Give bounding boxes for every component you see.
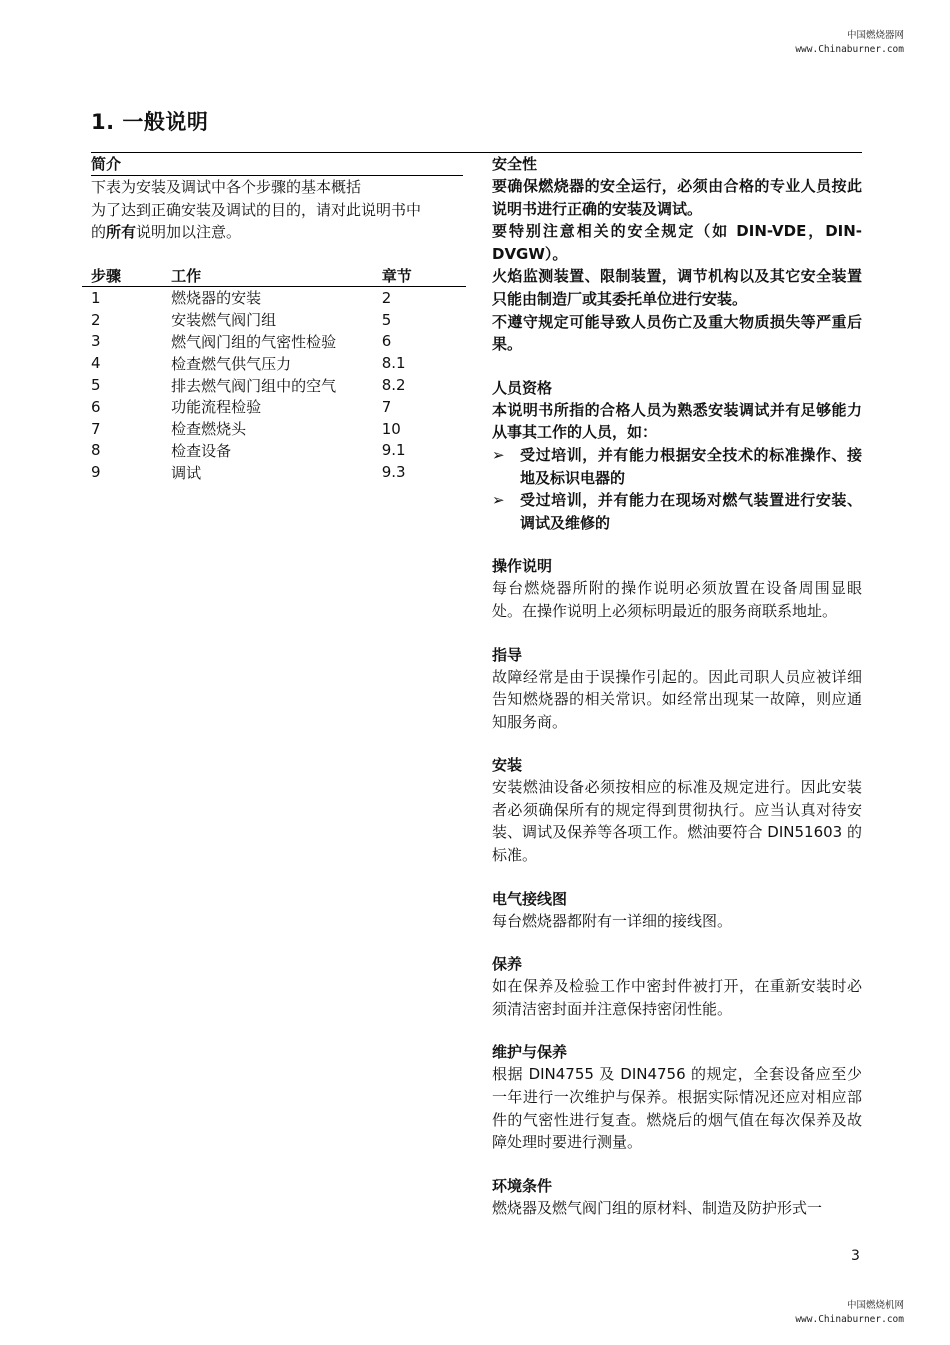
guidance-body: 故障经常是由于误操作引起的。因此司职人员应被详细告知燃烧器的相关常识。如经常出现某一故障，则应通知服务商。 [492,667,862,731]
table-row [82,374,466,396]
step-chapter: 9.1 [381,441,406,460]
step-chapter: 2 [381,288,392,307]
operation-body: 每台燃烧器所附的操作说明必须放置在设备周围显眼处。在操作说明上必须标明最近的服务商联系地址。 [492,579,862,620]
header-task: 工作 [171,265,382,287]
operation-title: 操作说明 [492,557,553,576]
table-row [82,352,466,374]
table-row [82,461,466,483]
safety-paragraph-1: 要确保燃烧器的安全运行，必须由合格的专业人员按此说明书进行正确的安装及调试。 [492,177,862,218]
qualification-title: 人员资格 [492,378,553,397]
page-title: 1. 一般说明 [91,110,209,134]
step-task: 检查燃气供气压力 [171,354,292,373]
left-column [91,153,463,244]
header-site-name: 中国燃烧器网 [846,30,904,41]
page-header [795,29,904,57]
table-row [82,440,466,462]
arrow-bullet-icon: ➢ [492,445,505,464]
qualification-paragraph: 本说明书所指的合格人员为熟悉安装调试并有足够能力从事其工作的人员，如： [492,400,862,442]
arrow-bullet-icon: ➢ [492,491,505,510]
table-row [82,331,466,353]
footer-site-name: 中国燃烧机网 [846,1300,904,1311]
intro-line-3 [91,221,463,244]
step-task: 燃气阀门组的气密性检验 [171,332,337,351]
step-number: 5 [91,376,101,395]
intro-text-post: 说明加以注意。 [136,223,242,242]
intro-text-bold: 所有 [106,223,137,242]
step-task: 安装燃气阀门组 [171,311,277,330]
step-task: 检查燃烧头 [171,420,247,439]
intro-line-2: 为了达到正确安装及调试的目的，请对此说明书中 [91,200,422,219]
table-header-row [82,265,466,287]
qualification-bullet [492,489,862,534]
step-number: 2 [91,310,101,329]
step-task: 调试 [171,463,202,482]
service-title: 维护与保养 [492,1043,568,1062]
table-row [82,418,466,440]
step-number: 1 [91,288,101,307]
step-number: 9 [91,463,101,482]
header-chapter: 章节 [382,265,466,287]
maintenance-body: 如在保养及检验工作中密封件被打开，在重新安装时必须清洁密封面并注意保持密闭性能。 [492,977,862,1018]
service-body: 根据 DIN4755 及 DIN4756 的规定，全套设备应至少一年进行一次维护与保养。根据实际情况还应对相应部件的气密性进行复查。燃烧后的烟气值在每次保养及故障处理时要进行测量。 [492,1065,862,1152]
maintenance-title: 保养 [492,955,523,974]
guidance-title: 指导 [492,645,523,664]
safety-paragraph-3: 火焰监测装置、限制装置，调节机构以及其它安全装置只能由制造厂或其委托单位进行安装。 [492,267,862,308]
step-task: 排去燃气阀门组中的空气 [171,376,337,395]
header-step: 步骤 [82,265,171,287]
bullet-text: 受过培训，并有能力根据安全技术的标准操作、接地及标识电器的 [520,445,862,487]
step-number: 8 [91,441,101,460]
intro-title: 简介 [91,153,463,176]
intro-text-pre: 的 [91,223,107,242]
step-number: 7 [91,419,101,438]
page-number: 3 [851,1248,860,1264]
table-row [82,287,466,309]
safety-title: 安全性 [492,155,538,173]
wiring-title: 电气接线图 [492,889,568,908]
intro-line-1: 下表为安装及调试中各个步骤的基本概括 [91,178,362,196]
installation-body: 安装燃油设备必须按相应的标准及规定进行。因此安装者必须确保所有的规定得到贯彻执行。应当认真对待安装、调试及保养等各项工作。燃油要符合 DIN51603 的标准。 [492,778,862,865]
safety-paragraph-2: 要特别注意相关的安全规定（如 DIN-VDE，DIN-DVGW）。 [492,222,862,263]
step-number: 4 [91,354,101,373]
step-number: 3 [91,332,101,351]
footer-url: www.Chinaburner.com [795,1314,904,1325]
table-row [82,309,466,331]
step-chapter: 10 [381,419,401,438]
step-task: 功能流程检验 [171,398,262,417]
table-row [82,396,466,418]
bullet-text: 受过培训，并有能力在现场对燃气装置进行安装、调试及维修的 [520,491,862,532]
step-task: 燃烧器的安装 [171,289,262,308]
step-chapter: 9.3 [381,463,406,482]
environment-body: 燃烧器及燃气阀门组的原材料、制造及防护形式一 [492,1198,823,1217]
step-chapter: 8.2 [381,376,406,395]
header-url: www.Chinaburner.com [795,44,904,55]
wiring-body: 每台燃烧器都附有一详细的接线图。 [492,911,733,930]
step-chapter: 5 [381,310,392,329]
steps-table [82,265,466,483]
step-chapter: 6 [381,332,392,351]
environment-title: 环境条件 [492,1176,553,1195]
safety-paragraph-4: 不遵守规定可能导致人员伤亡及重大物质损失等严重后果。 [492,312,862,354]
step-number: 6 [91,397,101,416]
page-footer [795,1299,904,1327]
right-column [492,153,862,1219]
step-task: 检查设备 [171,441,232,460]
step-chapter: 7 [381,397,392,416]
installation-title: 安装 [492,756,523,775]
step-chapter: 8.1 [381,354,406,373]
qualification-bullet [492,444,862,489]
